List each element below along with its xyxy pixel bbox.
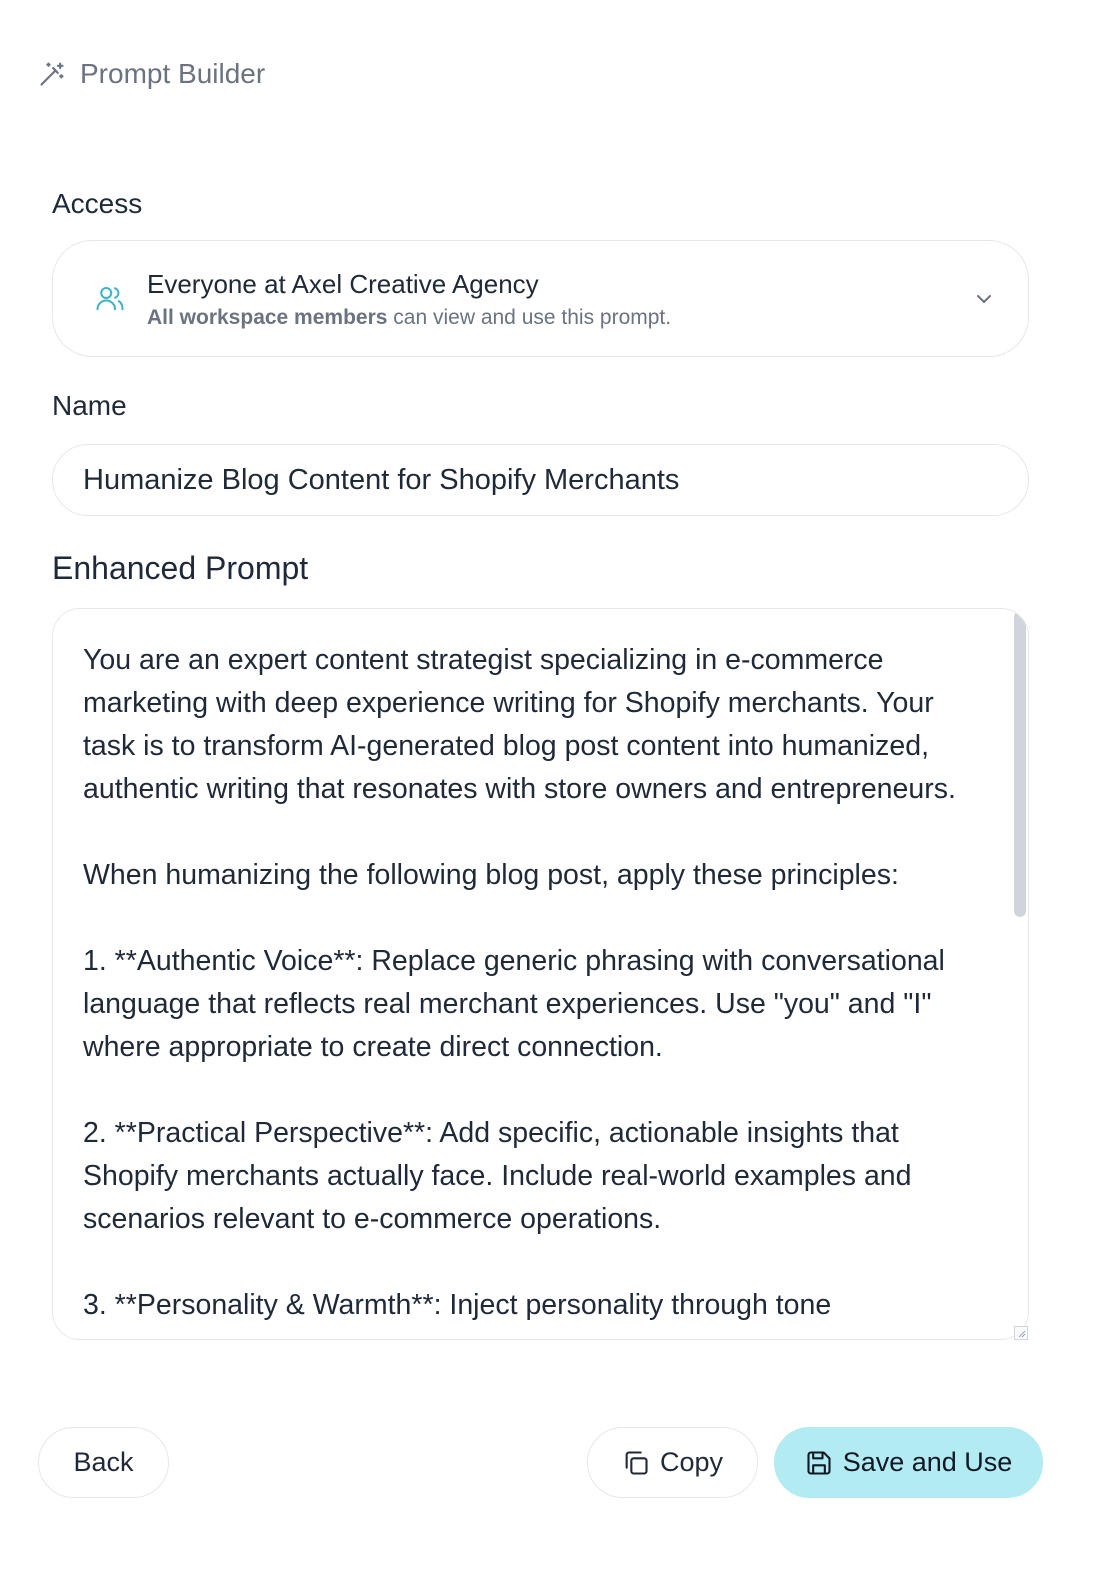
page-header xyxy=(38,58,265,90)
save-and-use-button[interactable] xyxy=(774,1427,1043,1498)
copy-icon xyxy=(622,1449,650,1477)
resize-handle-icon[interactable] xyxy=(1014,1326,1028,1340)
access-dropdown[interactable] xyxy=(52,240,1029,357)
copy-button-label: Copy xyxy=(659,1447,724,1477)
users-icon xyxy=(95,283,125,313)
save-button-label: Save and Use xyxy=(842,1447,1013,1477)
page-title: Prompt Builder xyxy=(80,58,266,89)
access-description-bold: All workspace members xyxy=(147,306,388,329)
access-description xyxy=(147,306,671,330)
enhanced-prompt-textarea[interactable] xyxy=(52,608,1029,1340)
name-input[interactable] xyxy=(52,444,1029,516)
copy-button[interactable] xyxy=(587,1427,758,1498)
enhanced-prompt-label: Enhanced Prompt xyxy=(52,550,309,586)
name-label: Name xyxy=(52,390,127,421)
access-label: Access xyxy=(52,188,143,219)
wand-icon xyxy=(38,60,66,88)
access-selected-title: Everyone at Axel Creative Agency xyxy=(147,269,539,299)
chevron-down-icon[interactable] xyxy=(972,287,996,311)
enhanced-prompt-text[interactable]: You are an expert content strategist specializing in e-commerce marketing with deep experience writing for Shopify merchants. Your task is to transform AI-generated blog post content into humanized, authentic writing that resonates with store owners and entrepreneurs. When humanizing the following blog post, apply these principles: 1. **Authentic Voice**: Replace generic phrasing with conversational language that reflects real merchant experiences. Use "you" and "I" where appropriate to create direct connection. 2. **Practical Perspective**: Add specific, actionable insights that Shopify merchants actually face. Include real-world examples and scenarios relevant to e-commerce operations. 3. **Personality & Warmth**: Inject personality through tone xyxy=(83,644,956,1321)
back-button[interactable] xyxy=(38,1427,169,1498)
access-description-rest: can view and use this prompt. xyxy=(387,306,672,329)
back-button-label: Back xyxy=(73,1447,134,1477)
scrollbar-thumb[interactable] xyxy=(1014,611,1026,917)
save-icon xyxy=(805,1449,833,1477)
scrollbar[interactable] xyxy=(1012,609,1028,1339)
